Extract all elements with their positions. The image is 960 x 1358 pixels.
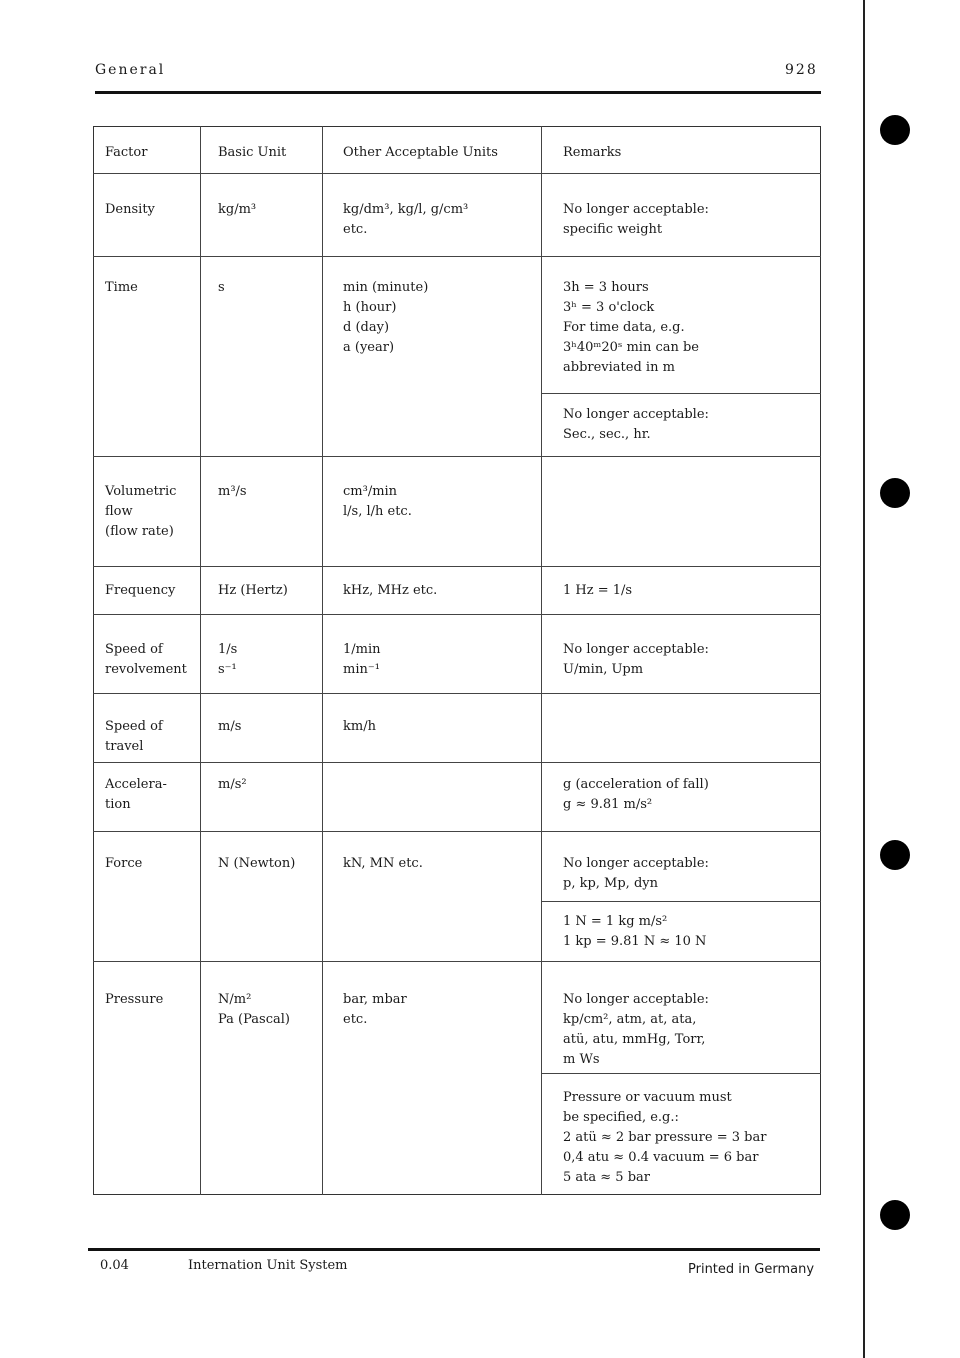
column-header: Basic Unit xyxy=(218,145,287,160)
basic-unit-cell: kg/m³ xyxy=(218,202,257,217)
column-header: Remarks xyxy=(563,145,622,160)
basic-unit-cell: m³/s xyxy=(218,484,247,499)
binder-hole-icon xyxy=(880,1200,910,1230)
row-subdivider xyxy=(541,393,821,394)
column-header: Factor xyxy=(105,145,148,160)
page-edge-line xyxy=(863,0,865,1358)
header-rule xyxy=(95,91,821,94)
remarks-cell: No longer acceptable: U/min, Upm xyxy=(563,642,709,677)
page-number: 928 xyxy=(785,62,818,78)
other-units-cell: km/h xyxy=(343,719,376,734)
row-subdivider xyxy=(541,1073,821,1074)
binder-hole-icon xyxy=(880,478,910,508)
column-header: Other Acceptable Units xyxy=(343,145,498,160)
other-units-cell: cm³/min l/s, l/h etc. xyxy=(343,484,412,519)
row-divider xyxy=(93,961,821,962)
footer-code: 0.04 xyxy=(100,1258,129,1273)
remarks-cell: Pressure or vacuum must be specified, e.g.: 2 atü ≈ 2 bar pressure = 3 bar 0,4 atu ≈ 0.4 vacuum = 6 bar 5 ata ≈ 5 bar xyxy=(563,1090,767,1185)
units-table xyxy=(93,126,821,1195)
row-divider xyxy=(93,173,821,174)
row-divider xyxy=(93,693,821,694)
column-divider xyxy=(541,126,542,1195)
row-subdivider xyxy=(541,901,821,902)
row-divider xyxy=(93,456,821,457)
column-divider xyxy=(200,126,201,1195)
remarks-cell: No longer acceptable: kp/cm², atm, at, ata, atü, atu, mmHg, Torr, m Ws xyxy=(563,992,709,1067)
other-units-cell: kg/dm³, kg/l, g/cm³ etc. xyxy=(343,202,469,237)
other-units-cell: bar, mbar etc. xyxy=(343,992,407,1027)
factor-cell: Time xyxy=(105,280,138,295)
basic-unit-cell: m/s² xyxy=(218,777,247,792)
factor-cell: Speed of revolvement xyxy=(105,642,187,677)
other-units-cell: kHz, MHz etc. xyxy=(343,583,438,598)
factor-cell: Force xyxy=(105,856,143,871)
factor-cell: Frequency xyxy=(105,583,176,598)
factor-cell: Speed of travel xyxy=(105,719,163,754)
factor-cell: Accelera- tion xyxy=(105,777,167,812)
row-divider xyxy=(93,566,821,567)
binder-hole-icon xyxy=(880,840,910,870)
row-divider xyxy=(93,831,821,832)
row-divider xyxy=(93,614,821,615)
basic-unit-cell: Hz (Hertz) xyxy=(218,583,288,598)
binder-hole-icon xyxy=(880,115,910,145)
other-units-cell: kN, MN etc. xyxy=(343,856,423,871)
row-divider xyxy=(93,762,821,763)
remarks-cell: No longer acceptable: Sec., sec., hr. xyxy=(563,407,709,442)
factor-cell: Pressure xyxy=(105,992,164,1007)
column-divider xyxy=(322,126,323,1195)
basic-unit-cell: N/m² Pa (Pascal) xyxy=(218,992,290,1027)
basic-unit-cell: N (Newton) xyxy=(218,856,296,871)
footer-rule xyxy=(88,1248,820,1251)
row-divider xyxy=(93,256,821,257)
remarks-cell: No longer acceptable: p, kp, Mp, dyn xyxy=(563,856,709,891)
factor-cell: Density xyxy=(105,202,155,217)
header-section: General xyxy=(95,62,166,78)
remarks-cell: 3h = 3 hours 3ʰ = 3 o'clock For time data, e.g. 3ʰ40ᵐ20ˢ min can be abbreviated in m xyxy=(563,280,700,375)
basic-unit-cell: 1/s s⁻¹ xyxy=(218,642,238,677)
basic-unit-cell: m/s xyxy=(218,719,242,734)
factor-cell: Volumetric flow (flow rate) xyxy=(105,484,177,539)
other-units-cell: min (minute) h (hour) d (day) a (year) xyxy=(343,280,429,355)
remarks-cell: 1 Hz = 1/s xyxy=(563,583,633,598)
remarks-cell: No longer acceptable: specific weight xyxy=(563,202,709,237)
basic-unit-cell: s xyxy=(218,280,225,295)
footer-printed: Printed in Germany xyxy=(688,1262,815,1277)
remarks-cell: g (acceleration of fall) g ≈ 9.81 m/s² xyxy=(563,777,709,812)
other-units-cell: 1/min min⁻¹ xyxy=(343,642,381,677)
remarks-cell: 1 N = 1 kg m/s² 1 kp = 9.81 N ≈ 10 N xyxy=(563,914,707,949)
footer-title: Internation Unit System xyxy=(188,1258,348,1273)
